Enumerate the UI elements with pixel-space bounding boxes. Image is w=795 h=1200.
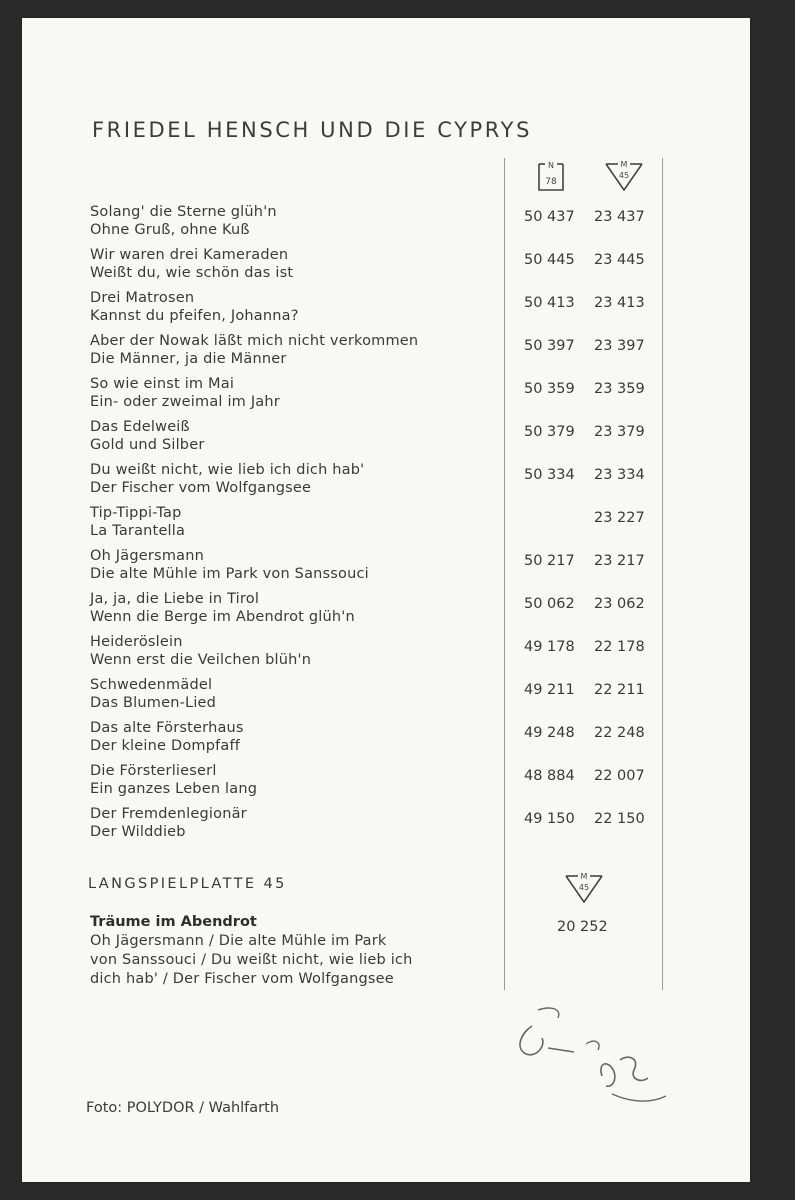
lp-heading: LANGSPIELPLATTE 45 [88,876,287,892]
catalog-number-m45: 23 227 [594,510,645,526]
song-row [22,246,750,286]
lp-catalog-number: 20 252 [557,919,608,935]
catalog-number-m45: 23 397 [594,338,645,354]
song-row [22,375,750,415]
lp-logo-number: 45 [578,883,590,892]
lp-title: Träume im Abendrot [90,914,257,930]
song-row [22,289,750,329]
song-row [22,504,750,544]
catalog-number-m45: 23 334 [594,467,645,483]
signature-icon [502,998,682,1118]
song-title-a: Das alte Försterhaus [90,720,244,736]
song-title-b: Wenn die Berge im Abendrot glüh'n [90,609,355,625]
song-title-b: La Tarantella [90,523,186,539]
song-title-a: Ja, ja, die Liebe in Tirol [90,591,260,607]
song-title-a: Tip-Tippi-Tap [90,505,182,521]
song-title-a: Die Försterlieserl [90,763,217,779]
song-title-b: Die Männer, ja die Männer [90,351,287,367]
song-title-b: Weißt du, wie schön das ist [90,265,294,281]
catalog-number-n78: 50 334 [524,467,575,483]
song-title-b: Gold und Silber [90,437,205,453]
song-title-a: Oh Jägersmann [90,548,205,564]
catalog-number-m45: 22 248 [594,725,645,741]
n78-logo-letter: N [548,161,554,170]
song-title-a: So wie einst im Mai [90,376,235,392]
song-row [22,547,750,587]
catalog-number-n78: 50 359 [524,381,575,397]
song-title-b: Wenn erst die Veilchen blüh'n [90,652,312,668]
catalog-number-n78: 50 062 [524,596,575,612]
song-row [22,203,750,243]
song-title-a: Schwedenmädel [90,677,213,693]
catalog-number-m45: 22 211 [594,682,645,698]
catalog-number-m45: 23 379 [594,424,645,440]
song-title-a: Wir waren drei Kameraden [90,247,289,263]
catalog-number-m45: 23 413 [594,295,645,311]
song-title-b: Der kleine Dompfaff [90,738,241,754]
song-row [22,633,750,673]
catalog-number-n78: 50 437 [524,209,575,225]
catalog-number-n78: 50 445 [524,252,575,268]
catalog-number-n78: 48 884 [524,768,575,784]
song-title-a: Aber der Nowak läßt mich nicht verkommen [90,333,419,349]
catalog-number-m45: 23 217 [594,553,645,569]
song-title-b: Ein ganzes Leben lang [90,781,258,797]
catalog-number-m45: 23 437 [594,209,645,225]
lp-logo-letter: M [580,872,588,881]
m45-logo-number: 45 [618,171,630,180]
catalog-number-m45: 23 062 [594,596,645,612]
catalog-number-n78: 49 178 [524,639,575,655]
catalog-number-m45: 23 445 [594,252,645,268]
song-row [22,805,750,845]
photo-credit: Foto: POLYDOR / Wahlfarth [86,1100,280,1116]
lp-tracklist-line: dich hab' / Der Fischer vom Wolfgangsee [90,971,394,987]
song-title-b: Ohne Gruß, ohne Kuß [90,222,250,238]
song-row [22,762,750,802]
song-title-b: Der Wilddieb [90,824,186,840]
song-row [22,461,750,501]
song-row [22,719,750,759]
song-row [22,676,750,716]
catalog-number-n78: 50 397 [524,338,575,354]
song-title-a: Solang' die Sterne glüh'n [90,204,277,220]
catalog-number-n78: 49 248 [524,725,575,741]
page-title: FRIEDEL HENSCH UND DIE CYPRYS [92,118,532,142]
catalog-number-m45: 23 359 [594,381,645,397]
song-row [22,332,750,372]
catalog-number-n78: 50 217 [524,553,575,569]
m45-logo-letter: M [620,160,628,169]
song-title-b: Das Blumen-Lied [90,695,217,711]
lp-tracklist-line: von Sanssouci / Du weißt nicht, wie lieb ich [90,952,413,968]
m45-logo-icon [604,158,644,192]
lp-tracklist-line: Oh Jägersmann / Die alte Mühle im Park [90,933,387,949]
song-title-b: Kannst du pfeifen, Johanna? [90,308,299,324]
postcard-back [22,18,750,1182]
n78-logo-icon [537,158,565,192]
catalog-number-n78: 50 413 [524,295,575,311]
song-title-a: Drei Matrosen [90,290,195,306]
catalog-number-n78: 50 379 [524,424,575,440]
lp-m45-logo-icon [564,870,604,904]
song-title-b: Ein- oder zweimal im Jahr [90,394,280,410]
catalog-number-m45: 22 007 [594,768,645,784]
song-title-b: Die alte Mühle im Park von Sanssouci [90,566,369,582]
catalog-number-n78: 49 150 [524,811,575,827]
song-row [22,590,750,630]
song-title-a: Das Edelweiß [90,419,190,435]
song-row [22,418,750,458]
n78-logo-number: 78 [545,177,557,187]
catalog-number-n78: 49 211 [524,682,575,698]
catalog-number-m45: 22 178 [594,639,645,655]
catalog-number-m45: 22 150 [594,811,645,827]
song-title-a: Du weißt nicht, wie lieb ich dich hab' [90,462,365,478]
song-title-b: Der Fischer vom Wolfgangsee [90,480,312,496]
song-title-a: Der Fremdenlegionär [90,806,247,822]
song-title-a: Heideröslein [90,634,183,650]
